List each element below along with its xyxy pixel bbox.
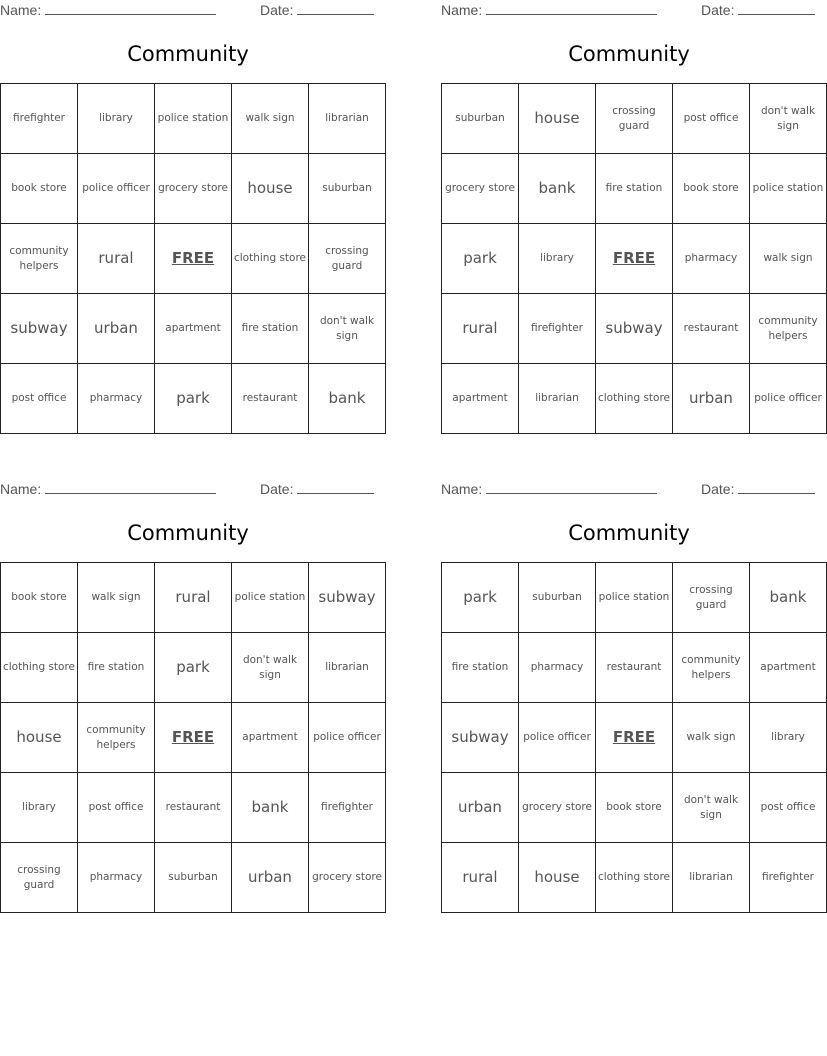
bingo-cell: apartment: [232, 703, 309, 773]
bingo-cell: police officer: [78, 154, 155, 224]
bingo-row: [442, 563, 827, 633]
date-label: Date:: [701, 481, 735, 497]
bingo-cell: book store: [1, 563, 78, 633]
bingo-cell: don't walk sign: [673, 773, 750, 843]
card-title: Community: [568, 42, 690, 66]
bingo-cell: police officer: [519, 703, 596, 773]
bingo-cell: community helpers: [1, 224, 78, 294]
bingo-cell: firefighter: [519, 294, 596, 364]
bingo-row: [1, 364, 386, 434]
bingo-cell: apartment: [442, 364, 519, 434]
bingo-cell: house: [519, 843, 596, 913]
bingo-cell: post office: [673, 84, 750, 154]
free-space: FREE: [596, 224, 673, 294]
bingo-cell: pharmacy: [673, 224, 750, 294]
bingo-cell: restaurant: [673, 294, 750, 364]
name-label: Name:: [0, 2, 42, 18]
date-field: [260, 481, 374, 497]
name-label: Name:: [441, 2, 483, 18]
bingo-cell: crossing guard: [673, 563, 750, 633]
bingo-cell: subway: [1, 294, 78, 364]
bingo-row: [1, 224, 386, 294]
bingo-cell: community helpers: [673, 633, 750, 703]
bingo-row: [1, 633, 386, 703]
bingo-cell: librarian: [309, 84, 386, 154]
bingo-cell: police station: [232, 563, 309, 633]
name-field: [441, 2, 657, 18]
bingo-cell: park: [442, 563, 519, 633]
date-blank-line: [297, 3, 374, 15]
bingo-cell: librarian: [309, 633, 386, 703]
bingo-cell: police station: [750, 154, 827, 224]
bingo-cell: restaurant: [155, 773, 232, 843]
bingo-row: [1, 843, 386, 913]
bingo-grid: [441, 562, 827, 913]
bingo-cell: walk sign: [673, 703, 750, 773]
bingo-cell: rural: [442, 843, 519, 913]
bingo-row: [1, 563, 386, 633]
bingo-row: [442, 633, 827, 703]
bingo-row: [442, 364, 827, 434]
bingo-cell: post office: [78, 773, 155, 843]
name-date-row: [441, 0, 817, 22]
name-blank-line: [45, 3, 216, 15]
bingo-cell: subway: [309, 563, 386, 633]
date-blank-line: [297, 482, 374, 494]
bingo-cell: police station: [596, 563, 673, 633]
bingo-cell: clothing store: [232, 224, 309, 294]
bingo-cell: suburban: [155, 843, 232, 913]
date-field: [701, 481, 815, 497]
bingo-cell: house: [1, 703, 78, 773]
bingo-cell: grocery store: [155, 154, 232, 224]
bingo-cell: bank: [309, 364, 386, 434]
name-blank-line: [486, 482, 657, 494]
bingo-cell: urban: [78, 294, 155, 364]
bingo-row: [442, 703, 827, 773]
bingo-row: [1, 154, 386, 224]
date-label: Date:: [260, 481, 294, 497]
bingo-cell: community helpers: [78, 703, 155, 773]
date-blank-line: [738, 482, 815, 494]
name-field: [0, 2, 216, 18]
bingo-cell: fire station: [596, 154, 673, 224]
bingo-cell: fire station: [232, 294, 309, 364]
bingo-cell: firefighter: [750, 843, 827, 913]
free-space: FREE: [596, 703, 673, 773]
bingo-cell: pharmacy: [78, 364, 155, 434]
bingo-cell: park: [442, 224, 519, 294]
bingo-grid: [0, 562, 386, 913]
date-label: Date:: [260, 2, 294, 18]
free-space: FREE: [155, 703, 232, 773]
bingo-cell: suburban: [519, 563, 596, 633]
bingo-cell: bank: [519, 154, 596, 224]
bingo-cell: subway: [596, 294, 673, 364]
name-date-row: [0, 0, 376, 22]
bingo-cell: book store: [1, 154, 78, 224]
card-title: Community: [127, 42, 249, 66]
bingo-cell: clothing store: [596, 843, 673, 913]
free-space: FREE: [155, 224, 232, 294]
bingo-cell: pharmacy: [78, 843, 155, 913]
bingo-cell: police station: [155, 84, 232, 154]
bingo-row: [1, 84, 386, 154]
bingo-cell: don't walk sign: [750, 84, 827, 154]
date-field: [701, 2, 815, 18]
bingo-cell: apartment: [155, 294, 232, 364]
bingo-cell: librarian: [519, 364, 596, 434]
bingo-cell: bank: [232, 773, 309, 843]
bingo-cell: library: [519, 224, 596, 294]
bingo-cell: urban: [442, 773, 519, 843]
bingo-cell: bank: [750, 563, 827, 633]
bingo-cell: suburban: [309, 154, 386, 224]
bingo-cell: restaurant: [596, 633, 673, 703]
bingo-cell: house: [519, 84, 596, 154]
bingo-cell: urban: [673, 364, 750, 434]
bingo-cell: apartment: [750, 633, 827, 703]
name-label: Name:: [441, 481, 483, 497]
bingo-cell: crossing guard: [309, 224, 386, 294]
bingo-cell: library: [78, 84, 155, 154]
bingo-cell: police officer: [309, 703, 386, 773]
bingo-cell: walk sign: [78, 563, 155, 633]
bingo-row: [1, 294, 386, 364]
date-blank-line: [738, 3, 815, 15]
bingo-cell: book store: [673, 154, 750, 224]
bingo-card: [441, 0, 824, 407]
bingo-cell: library: [750, 703, 827, 773]
bingo-cell: fire station: [442, 633, 519, 703]
bingo-grid: [441, 83, 827, 434]
bingo-cell: crossing guard: [1, 843, 78, 913]
card-title: Community: [127, 521, 249, 545]
bingo-cell: grocery store: [519, 773, 596, 843]
bingo-cell: clothing store: [596, 364, 673, 434]
bingo-cell: community helpers: [750, 294, 827, 364]
bingo-cell: urban: [232, 843, 309, 913]
bingo-cell: park: [155, 364, 232, 434]
bingo-cell: walk sign: [232, 84, 309, 154]
date-label: Date:: [701, 2, 735, 18]
bingo-cell: park: [155, 633, 232, 703]
card-title: Community: [568, 521, 690, 545]
bingo-card: [0, 0, 376, 407]
bingo-cell: grocery store: [442, 154, 519, 224]
bingo-cell: fire station: [78, 633, 155, 703]
bingo-cell: firefighter: [309, 773, 386, 843]
bingo-cell: grocery store: [309, 843, 386, 913]
name-blank-line: [45, 482, 216, 494]
bingo-cell: police officer: [750, 364, 827, 434]
bingo-row: [442, 84, 827, 154]
bingo-row: [442, 843, 827, 913]
bingo-cell: library: [1, 773, 78, 843]
bingo-cell: suburban: [442, 84, 519, 154]
bingo-card: [0, 479, 382, 891]
bingo-card: [441, 479, 817, 886]
name-field: [441, 481, 657, 497]
bingo-cell: don't walk sign: [232, 633, 309, 703]
bingo-row: [442, 154, 827, 224]
bingo-cell: don't walk sign: [309, 294, 386, 364]
bingo-cell: firefighter: [1, 84, 78, 154]
bingo-grid: [0, 83, 386, 434]
bingo-cell: rural: [442, 294, 519, 364]
bingo-cell: crossing guard: [596, 84, 673, 154]
bingo-cell: book store: [596, 773, 673, 843]
bingo-row: [442, 773, 827, 843]
bingo-cell: subway: [442, 703, 519, 773]
bingo-cell: post office: [750, 773, 827, 843]
bingo-cell: pharmacy: [519, 633, 596, 703]
bingo-cell: house: [232, 154, 309, 224]
bingo-cell: post office: [1, 364, 78, 434]
bingo-row: [1, 703, 386, 773]
name-date-row: [0, 479, 376, 501]
bingo-cell: librarian: [673, 843, 750, 913]
name-blank-line: [486, 3, 657, 15]
name-label: Name:: [0, 481, 42, 497]
bingo-cell: clothing store: [1, 633, 78, 703]
bingo-cell: rural: [155, 563, 232, 633]
bingo-cell: walk sign: [750, 224, 827, 294]
date-field: [260, 2, 374, 18]
bingo-row: [442, 294, 827, 364]
bingo-row: [1, 773, 386, 843]
bingo-cell: rural: [78, 224, 155, 294]
name-field: [0, 481, 216, 497]
name-date-row: [441, 479, 817, 501]
bingo-row: [442, 224, 827, 294]
bingo-cell: restaurant: [232, 364, 309, 434]
